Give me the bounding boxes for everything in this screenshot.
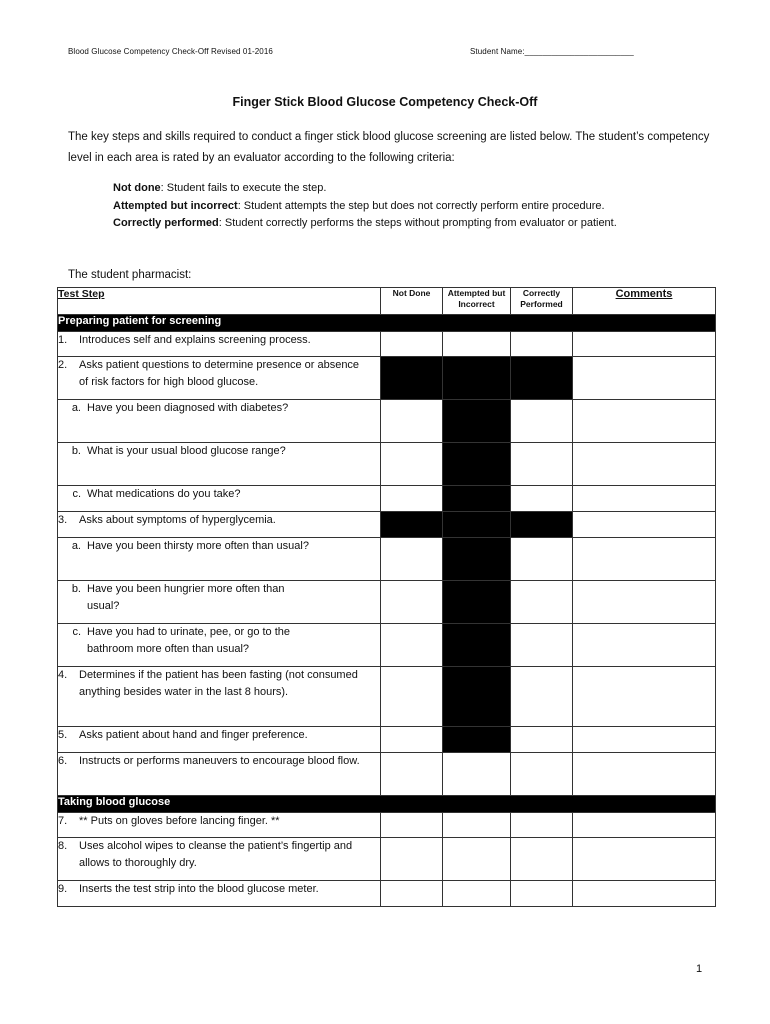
substep-cell bbox=[58, 624, 381, 667]
step-text: Introduces self and explains screening process. bbox=[79, 334, 311, 346]
substep-cell bbox=[58, 486, 381, 512]
comments-cell[interactable] bbox=[573, 881, 716, 907]
correct-cell[interactable] bbox=[511, 443, 573, 486]
criteria-attempted bbox=[113, 198, 713, 216]
substep-cell bbox=[58, 581, 381, 624]
section-row bbox=[58, 796, 716, 813]
blacked-out-cell bbox=[443, 624, 511, 667]
substep-cell bbox=[58, 443, 381, 486]
blacked-out-cell bbox=[443, 538, 511, 581]
blacked-out-cell bbox=[443, 512, 511, 538]
table-header-row bbox=[58, 288, 716, 315]
correct-cell[interactable] bbox=[511, 881, 573, 907]
blacked-out-cell bbox=[381, 357, 443, 400]
substep-letter: c. bbox=[72, 488, 81, 500]
not-done-cell[interactable] bbox=[381, 667, 443, 727]
student-name-line[interactable]: Student Name:________________________ bbox=[470, 47, 634, 56]
criteria-list bbox=[113, 180, 713, 233]
table-row bbox=[58, 881, 716, 907]
correct-cell[interactable] bbox=[511, 667, 573, 727]
step-text: Asks about symptoms of hyperglycemia. bbox=[79, 514, 276, 526]
section-row bbox=[58, 315, 716, 332]
step-cell bbox=[58, 753, 381, 796]
table-row bbox=[58, 813, 716, 838]
table-row bbox=[58, 624, 716, 667]
page-title: Finger Stick Blood Glucose Competency Check-Off bbox=[232, 95, 538, 109]
table-row bbox=[58, 538, 716, 581]
step-number: 2. bbox=[58, 359, 68, 371]
section-taking-blood-glucose: Taking blood glucose bbox=[58, 796, 716, 813]
substep-letter: a. bbox=[71, 402, 81, 414]
step-number: 4. bbox=[58, 669, 68, 681]
attempted-cell[interactable] bbox=[443, 813, 511, 838]
blacked-out-cell bbox=[443, 486, 511, 512]
not-done-cell[interactable] bbox=[381, 881, 443, 907]
not-done-cell[interactable] bbox=[381, 624, 443, 667]
not-done-cell[interactable] bbox=[381, 753, 443, 796]
table-row bbox=[58, 667, 716, 727]
not-done-cell[interactable] bbox=[381, 838, 443, 881]
substep-cell bbox=[58, 400, 381, 443]
table-row bbox=[58, 357, 716, 400]
step-number: 3. bbox=[58, 514, 68, 526]
substep-letter: b. bbox=[71, 445, 81, 457]
not-done-cell[interactable] bbox=[381, 538, 443, 581]
step-text: Inserts the test strip into the blood glucose meter. bbox=[79, 883, 319, 895]
correct-cell[interactable] bbox=[511, 838, 573, 881]
attempted-cell[interactable] bbox=[443, 332, 511, 357]
comments-cell[interactable] bbox=[573, 727, 716, 753]
comments-cell[interactable] bbox=[573, 357, 716, 400]
comments-cell[interactable] bbox=[573, 813, 716, 838]
criteria-text: : Student attempts the step but does not correctly perform entire procedure. bbox=[237, 199, 605, 212]
table-row bbox=[58, 443, 716, 486]
header-correct: Correctly Performed bbox=[511, 288, 573, 315]
criteria-text: : Student correctly performs the steps without prompting from evaluator or patient. bbox=[218, 217, 617, 229]
comments-cell[interactable] bbox=[573, 332, 716, 357]
step-number: 5. bbox=[58, 729, 68, 741]
blacked-out-cell bbox=[443, 667, 511, 727]
substep-text: What medications do you take? bbox=[87, 488, 241, 500]
substep-text: Have you been hungrier more often than usual? bbox=[87, 583, 285, 612]
comments-cell[interactable] bbox=[573, 400, 716, 443]
blacked-out-cell bbox=[443, 400, 511, 443]
correct-cell[interactable] bbox=[511, 538, 573, 581]
step-number: 6. bbox=[58, 755, 68, 767]
comments-cell[interactable] bbox=[573, 667, 716, 727]
step-cell bbox=[58, 357, 381, 400]
blacked-out-cell bbox=[443, 581, 511, 624]
correct-cell[interactable] bbox=[511, 813, 573, 838]
step-cell bbox=[58, 881, 381, 907]
table-row bbox=[58, 512, 716, 538]
table-row bbox=[58, 838, 716, 881]
substep-letter: b. bbox=[71, 583, 81, 595]
substep-text: Have you had to urinate, pee, or go to the bathroom more often than usual? bbox=[87, 626, 291, 655]
step-text: Asks patient questions to determine presence or absence of risk factors for high blood glucose. bbox=[79, 359, 360, 388]
header-not-done: Not Done bbox=[381, 288, 443, 315]
step-number: 9. bbox=[58, 883, 68, 895]
blacked-out-cell bbox=[381, 512, 443, 538]
not-done-cell[interactable] bbox=[381, 727, 443, 753]
comments-cell[interactable] bbox=[573, 512, 716, 538]
competency-table bbox=[57, 287, 716, 907]
comments-cell[interactable] bbox=[573, 753, 716, 796]
not-done-cell[interactable] bbox=[381, 400, 443, 443]
substep-text: Have you been thirsty more often than usual? bbox=[87, 540, 309, 552]
substep-cell bbox=[58, 538, 381, 581]
not-done-cell[interactable] bbox=[381, 486, 443, 512]
page-number: 1 bbox=[696, 963, 703, 975]
attempted-cell[interactable] bbox=[443, 753, 511, 796]
correct-cell[interactable] bbox=[511, 332, 573, 357]
step-cell bbox=[58, 813, 381, 838]
step-text: ** Puts on gloves before lancing finger. ** bbox=[79, 815, 280, 827]
comments-cell[interactable] bbox=[573, 486, 716, 512]
table-row bbox=[58, 332, 716, 357]
criteria-correct bbox=[113, 215, 713, 233]
correct-cell[interactable] bbox=[511, 727, 573, 753]
step-number: 1. bbox=[58, 334, 68, 346]
pharmacist-label: The student pharmacist: bbox=[68, 269, 192, 281]
step-text: Determines if the patient has been fasting (not consumed anything besides water in the last 8 hours). bbox=[79, 669, 358, 698]
comments-cell[interactable] bbox=[573, 838, 716, 881]
step-text: Instructs or performs maneuvers to encourage blood flow. bbox=[79, 755, 360, 767]
blacked-out-cell bbox=[443, 727, 511, 753]
table-row bbox=[58, 727, 716, 753]
attempted-cell[interactable] bbox=[443, 881, 511, 907]
attempted-cell[interactable] bbox=[443, 838, 511, 881]
step-cell bbox=[58, 512, 381, 538]
header-attempted: Attempted but Incorrect bbox=[443, 288, 511, 315]
not-done-cell[interactable] bbox=[381, 813, 443, 838]
table-row bbox=[58, 400, 716, 443]
criteria-term: Correctly performed bbox=[113, 217, 219, 229]
correct-cell[interactable] bbox=[511, 486, 573, 512]
table-row bbox=[58, 486, 716, 512]
comments-cell[interactable] bbox=[573, 443, 716, 486]
correct-cell[interactable] bbox=[511, 753, 573, 796]
header-comments: Comments bbox=[573, 288, 716, 315]
comments-cell[interactable] bbox=[573, 581, 716, 624]
step-number: 7. bbox=[58, 815, 68, 827]
intro-paragraph: The key steps and skills required to conduct a finger stick blood glucose screening are listed below. The student’s competency level in each area is rated by an evaluator according to the following criteria: bbox=[68, 131, 710, 164]
step-cell bbox=[58, 332, 381, 357]
step-cell bbox=[58, 667, 381, 727]
section-preparing: Preparing patient for screening bbox=[58, 315, 716, 332]
correct-cell[interactable] bbox=[511, 400, 573, 443]
substep-text: What is your usual blood glucose range? bbox=[87, 445, 286, 457]
correct-cell[interactable] bbox=[511, 624, 573, 667]
substep-letter: a. bbox=[71, 540, 81, 552]
comments-cell[interactable] bbox=[573, 624, 716, 667]
criteria-text: : Student fails to execute the step. bbox=[160, 182, 327, 194]
step-text: Uses alcohol wipes to cleanse the patient’s fingertip and allows to thoroughly dry. bbox=[79, 840, 353, 869]
blacked-out-cell bbox=[443, 357, 511, 400]
not-done-cell[interactable] bbox=[381, 332, 443, 357]
step-text: Asks patient about hand and finger preference. bbox=[79, 729, 308, 741]
substep-text: Have you been diagnosed with diabetes? bbox=[87, 402, 289, 414]
table-row bbox=[58, 581, 716, 624]
step-cell bbox=[58, 838, 381, 881]
criteria-term: Attempted but incorrect bbox=[113, 199, 238, 212]
blacked-out-cell bbox=[511, 512, 573, 538]
not-done-cell[interactable] bbox=[381, 443, 443, 486]
header-test-step: Test Step bbox=[58, 288, 381, 315]
blacked-out-cell bbox=[443, 443, 511, 486]
table-row bbox=[58, 753, 716, 796]
criteria-not-done bbox=[113, 180, 713, 198]
criteria-term: Not done bbox=[113, 182, 161, 194]
comments-cell[interactable] bbox=[573, 538, 716, 581]
not-done-cell[interactable] bbox=[381, 581, 443, 624]
running-header-title: Blood Glucose Competency Check-Off Revised 01-2016 bbox=[68, 47, 273, 56]
blacked-out-cell bbox=[511, 357, 573, 400]
correct-cell[interactable] bbox=[511, 581, 573, 624]
step-number: 8. bbox=[58, 840, 68, 852]
step-cell bbox=[58, 727, 381, 753]
substep-letter: c. bbox=[72, 626, 81, 638]
